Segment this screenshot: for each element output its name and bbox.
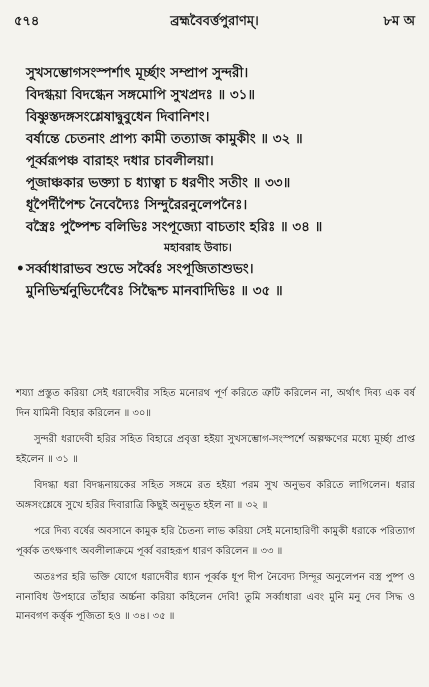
speaker-heading: মহাবরাহ উবাচ।	[164, 241, 232, 254]
commentary-paragraph: শয্যা প্রস্তুত করিয়া সেই ধরাদেবীর সহিত মনোরথ পূর্ণ করিতে ত্রুটি করিলেন না, অর্থাৎ দিব্য এক বর্ষ দিন যামিনী বিহার করিলেন ॥ ৩০॥	[16, 388, 415, 419]
verse-line: পূজাঞ্চকার ভক্ত্যা চ ধ্যাত্বা চ ধরণীং সতীং ॥ ৩৩॥	[26, 175, 291, 191]
commentary-paragraph: পরে দিব্য বর্ষের অবসানে কামুক হরি চৈতন্য লাভ করিয়া সেই মনোহারিণী কামুকী ধরাকে পরিত্যাগ পূর্ব্বক তৎক্ষণাৎ অবলীলাক্রমে পূর্ব্ব বরাহরূপ ধারণ করিলেন ॥ ৩৩ ॥	[16, 526, 415, 557]
verse-line: ধূপৈর্দীপৈশ্চ নৈবেদ্যৈঃ সিন্দুরৈরনুলেপনৈঃ।	[26, 197, 248, 213]
verse-line: বিদগ্ধয়া বিদগ্ধেন সঙ্গমোপি সুখপ্রদঃ ॥ ৩১॥	[26, 87, 256, 103]
commentary-paragraph: বিদগ্ধা ধরা বিদগ্ধনায়কের সহিত সঙ্গমে রত হইয়া পরম সুখ অনুভব করিতে লাগিলেন। ধরার অঙ্গসংশ্লেষে সুখে হরির দিবারাত্রি কিছুই অনুভূত হইল না ॥ ৩২ ॥	[16, 480, 415, 511]
page-number: ৫৭৪	[14, 14, 40, 29]
book-title: ব্রহ্মবৈবর্ত্তপুরাণম্।	[170, 14, 259, 29]
verse-line: বস্ত্রৈঃ পুষ্পৈশ্চ বলিভিঃ সংপূজ্যো বাচতাং হরিঃ ॥ ৩৪ ॥	[26, 219, 323, 235]
verse-line: মুনিভির্ম্মনুভির্দেবৈঃ সিদ্ধৈশ্চ মানবাদিভিঃ ॥ ৩৫ ॥	[26, 283, 283, 299]
verse-line: বিষ্ণুস্তদঙ্গসংশ্লেষাদ্বুবুধেন দিবানিশং।	[26, 109, 210, 125]
bullet-icon: •	[16, 261, 25, 277]
commentary-paragraph: অতঃপর হরি ভক্তি যোগে ধরাদেবীর ধ্যান পূর্ব্বক ধূপ দীপ নৈবেদ্য সিন্দূর অনুলেপন বস্ত্র পুষ্প ও নানাবিধ উপহারে তাঁহার অর্চ্চনা করিয়া কহিলেন দেবি! তুমি সর্ব্বাধারা এবং মুনি মনু দেব সিদ্ধ ও মানবগণ কর্ত্তৃক পূজিতা হও ॥ ৩৪। ৩৫ ॥	[16, 572, 415, 622]
verse-line: বর্ষান্তে চেতনাং প্রাপ্য কামী তত্যাজ কামুকীং ॥ ৩২ ॥	[26, 131, 303, 147]
sanskrit-verses	[16, 62, 415, 302]
verse-text: সর্ব্বাধারাভব শুভে সর্ব্বৈঃ সংপূজিতাশুভং।	[26, 261, 254, 277]
verse-line: পূর্ব্বরূপঞ্চ বারাহং দধার চাবলীলয়া।	[26, 153, 214, 169]
bengali-commentary	[16, 384, 415, 634]
verse-line	[16, 258, 415, 280]
commentary-paragraph: সুন্দরী ধরাদেবী হরির সহিত বিহারে প্রবৃত্তা হইয়া সুখসম্ভোগ-সংস্পর্শে অল্পক্ষণের মধ্যে মূর্চ্ছা প্রাপ্ত হইলেন ॥ ৩১ ॥	[16, 434, 415, 465]
chapter-marker: ৮ম অ	[383, 14, 415, 29]
page-header	[14, 8, 415, 34]
verse-line: সুখসম্ভোগসংস্পর্শাৎ মূর্চ্ছাং সম্প্রাপ সুন্দরী।	[26, 65, 249, 81]
